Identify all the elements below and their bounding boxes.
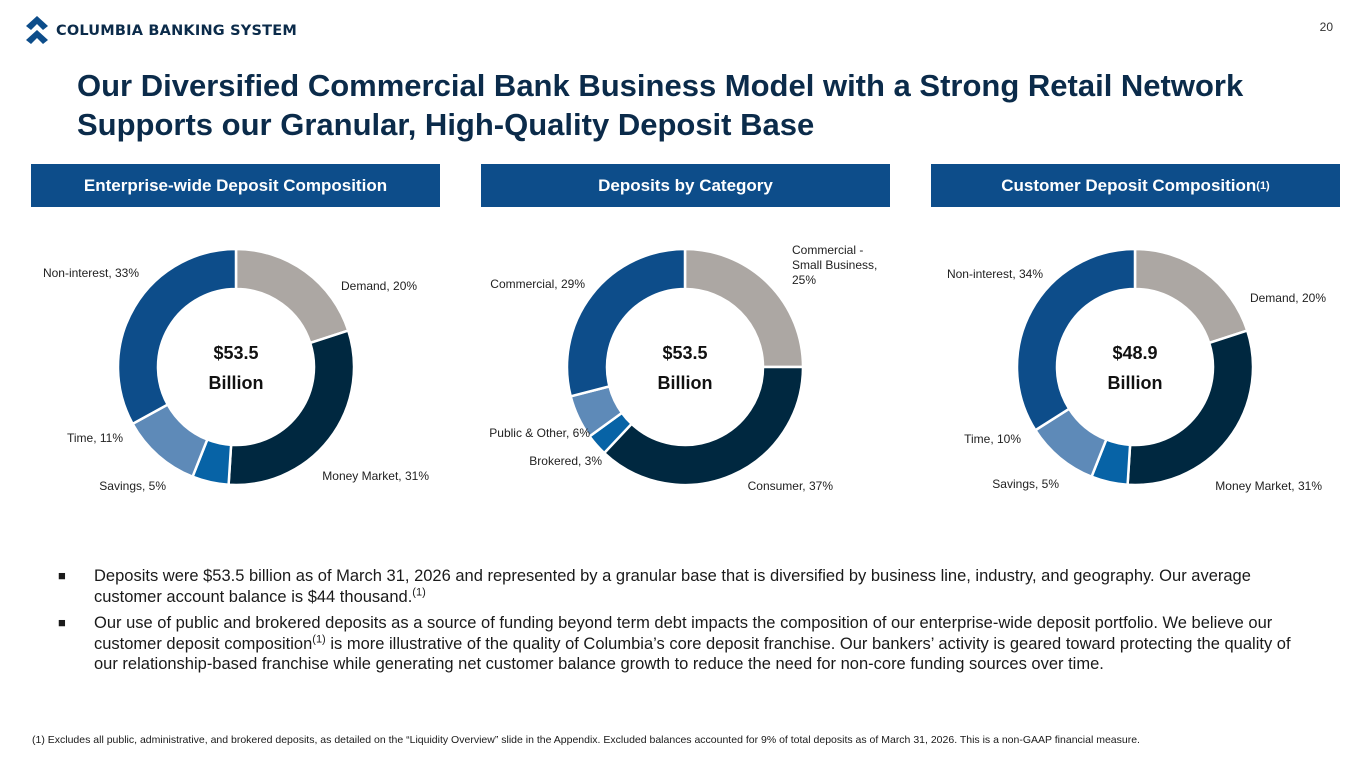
panel-title: Enterprise-wide Deposit Composition <box>83 175 388 195</box>
slice-label: Savings, 5% <box>992 477 1059 491</box>
slice-label: Time, 10% <box>964 432 1021 446</box>
columbia-chevron-icon <box>26 16 48 46</box>
slice-label: Demand, 20% <box>341 279 418 293</box>
page-title: Our Diversified Commercial Bank Business Model with a Strong Retail Network Supports our Granular, High-Quality Deposit Base <box>77 68 1244 142</box>
square-bullet-icon: ■ <box>58 615 66 630</box>
bullet-item <box>58 566 1308 607</box>
slice-label: Money Market, 31% <box>1215 479 1322 493</box>
center-unit: Billion <box>208 373 264 393</box>
panel-title: Deposits by Category <box>598 175 773 195</box>
slice-label: Brokered, 3% <box>529 454 602 468</box>
donut-chart-customer <box>908 212 1363 532</box>
panel-header-enterprise <box>31 164 440 207</box>
slice-label: Consumer, 37% <box>747 479 833 493</box>
donut-chart-enterprise <box>8 212 463 532</box>
donut-svg <box>8 212 463 532</box>
slice-label: Non-interest, 34% <box>946 267 1043 281</box>
donut-svg <box>908 212 1363 532</box>
slice-label: Demand, 20% <box>1249 291 1326 305</box>
slice-label: Money Market, 31% <box>322 469 429 483</box>
donut-slice <box>1135 249 1247 343</box>
slice-label: Non-interest, 33% <box>42 266 139 280</box>
bullet-list <box>58 566 1308 681</box>
panel-header-category <box>481 164 890 207</box>
brand-name: COLUMBIA BANKING SYSTEM <box>56 23 297 39</box>
brand-logo <box>26 16 297 46</box>
center-unit: Billion <box>1107 373 1163 393</box>
slice-label: Public & Other, 6% <box>489 426 590 440</box>
square-bullet-icon: ■ <box>58 568 66 583</box>
donut-slice <box>236 249 348 343</box>
panel-header-customer: Customer Deposit Composition (1) <box>931 164 1340 207</box>
bullet-text: Our use of public and brokered deposits as a source of funding beyond term debt impacts the composition of our enterprise-wide deposit portfolio. We believe our customer deposit composition$^{(1)}$ is more illustrative of the quality of Columbia’s core deposit franchise. Our bankers’ activity is geared toward protecting the quality of our relationship-based franchise while generating net customer balance growth to reduce the need for non-core funding sources over time. <box>94 614 1291 673</box>
slice-label: Savings, 5% <box>99 479 166 493</box>
slice-label: Commercial -Small Business, 25% <box>792 243 878 287</box>
page-number: 20 <box>1319 20 1333 34</box>
donut-svg <box>455 212 910 532</box>
panel-title: Customer Deposit Composition <box>1001 175 1257 195</box>
center-amount: $53.5 <box>662 343 708 363</box>
center-amount: $48.9 <box>1112 343 1158 363</box>
donut-chart-category <box>455 212 910 532</box>
bullet-item <box>58 613 1308 675</box>
bullet-text: Deposits were $53.5 billion as of March 31, 2026 and represented by a granular base that is diversified by business line, industry, and geography. Our average customer account balance is $44 thousand.$^{(1)}$ <box>94 567 1251 606</box>
slice-label: Commercial, 29% <box>490 277 585 291</box>
center-amount: $53.5 <box>213 343 259 363</box>
center-unit: Billion <box>657 373 713 393</box>
slice-label: Time, 11% <box>66 431 123 445</box>
footnote: (1) Excludes all public, administrative, and brokered deposits, as detailed on the “Liquidity Overview” slide in the Appendix. Excluded balances accounted for 9% of total deposits as of March 31, 2026. This is a non-GAAP financial measure. <box>32 734 1140 746</box>
